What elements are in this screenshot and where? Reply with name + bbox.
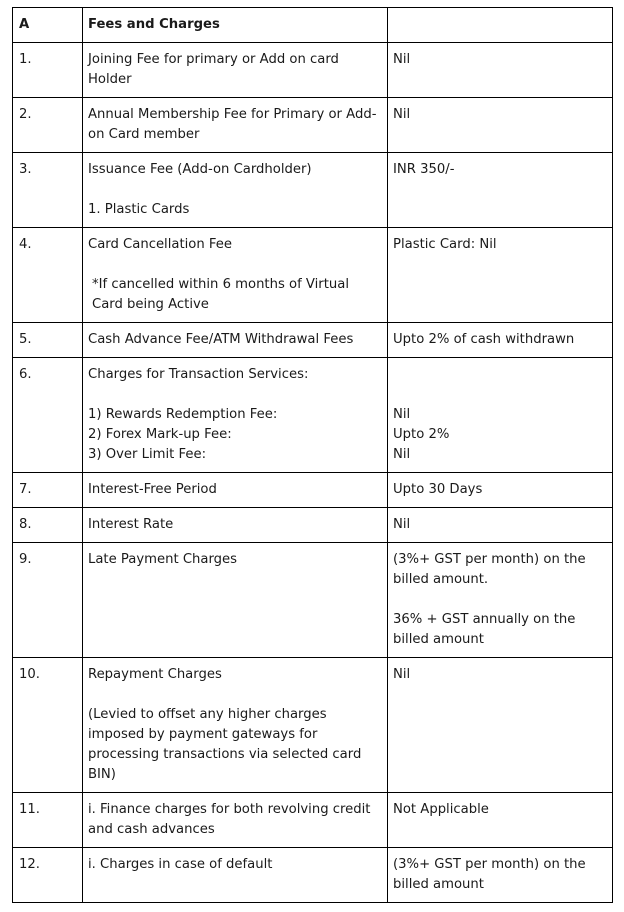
row-description-cell <box>83 153 388 228</box>
spacer <box>88 255 382 275</box>
spacer <box>88 180 382 200</box>
header-section-letter: A <box>13 8 83 43</box>
row-value: (3%+ GST per month) on the billed amount <box>388 848 613 903</box>
row-description: Card Cancellation Fee <box>88 237 233 252</box>
table-row <box>13 658 613 793</box>
row-value: Not Applicable <box>388 793 613 848</box>
header-fees-and-charges: Fees and Charges <box>83 8 388 43</box>
row-number: 5. <box>13 323 83 358</box>
table-row <box>13 543 613 658</box>
row-value: Upto 30 Days <box>388 473 613 508</box>
row-number: 7. <box>13 473 83 508</box>
row-description-cell <box>83 658 388 793</box>
service-item-label: 2) Forex Mark-up Fee: <box>88 427 232 442</box>
row-number: 3. <box>13 153 83 228</box>
spacer <box>88 685 382 705</box>
row-description-detail: 1. Plastic Cards <box>88 202 190 217</box>
table-row <box>13 508 613 543</box>
service-item-label: 1) Rewards Redemption Fee: <box>88 407 278 422</box>
row-number: 1. <box>13 43 83 98</box>
table-row <box>13 848 613 903</box>
row-description-detail: (Levied to offset any higher charges imposed by payment gateways for processing transactions via selected card BIN) <box>88 707 362 782</box>
row-number: 6. <box>13 358 83 473</box>
row-value-cell <box>388 358 613 473</box>
row-description: Joining Fee for primary or Add on card Holder <box>83 43 388 98</box>
row-description: Late Payment Charges <box>83 543 388 658</box>
table-row <box>13 473 613 508</box>
row-description: Repayment Charges <box>88 667 222 682</box>
spacer <box>88 385 382 405</box>
row-value-detail: 36% + GST annually on the billed amount <box>393 612 576 647</box>
row-description-cell <box>83 358 388 473</box>
row-value: Nil <box>388 98 613 153</box>
row-description: Issuance Fee (Add-on Cardholder) <box>88 162 312 177</box>
service-item-label: 3) Over Limit Fee: <box>88 447 207 462</box>
table-row <box>13 228 613 323</box>
header-value <box>388 8 613 43</box>
row-value: INR 350/- <box>388 153 613 228</box>
row-value: Plastic Card: Nil <box>388 228 613 323</box>
spacer <box>393 365 607 385</box>
row-description: Interest Rate <box>83 508 388 543</box>
table-row <box>13 793 613 848</box>
table-row <box>13 43 613 98</box>
table-row <box>13 323 613 358</box>
row-value: Nil <box>388 658 613 793</box>
table-row <box>13 98 613 153</box>
row-value: Nil <box>388 508 613 543</box>
row-description: i. Charges in case of default <box>83 848 388 903</box>
row-description: Interest-Free Period <box>83 473 388 508</box>
row-description: i. Finance charges for both revolving credit and cash advances <box>83 793 388 848</box>
spacer <box>393 385 607 405</box>
table-row <box>13 153 613 228</box>
table-row <box>13 358 613 473</box>
row-number: 4. <box>13 228 83 323</box>
table-header-row <box>13 8 613 43</box>
fees-and-charges-table <box>12 7 613 903</box>
row-description: Cash Advance Fee/ATM Withdrawal Fees <box>83 323 388 358</box>
row-description: Charges for Transaction Services: <box>88 367 309 382</box>
row-number: 2. <box>13 98 83 153</box>
row-number: 10. <box>13 658 83 793</box>
row-value: Upto 2% of cash withdrawn <box>388 323 613 358</box>
row-value-cell <box>388 543 613 658</box>
row-description: Annual Membership Fee for Primary or Add-on Card member <box>83 98 388 153</box>
service-item-value: Nil <box>393 407 411 422</box>
service-item-value: Upto 2% <box>393 427 450 442</box>
row-value: (3%+ GST per month) on the billed amount. <box>393 552 586 587</box>
row-number: 8. <box>13 508 83 543</box>
row-number: 12. <box>13 848 83 903</box>
service-item-value: Nil <box>393 447 411 462</box>
row-description-detail: *If cancelled within 6 months of Virtual Card being Active <box>92 277 350 312</box>
row-description-cell <box>83 228 388 323</box>
row-number: 9. <box>13 543 83 658</box>
row-value: Nil <box>388 43 613 98</box>
spacer <box>393 590 607 610</box>
row-number: 11. <box>13 793 83 848</box>
